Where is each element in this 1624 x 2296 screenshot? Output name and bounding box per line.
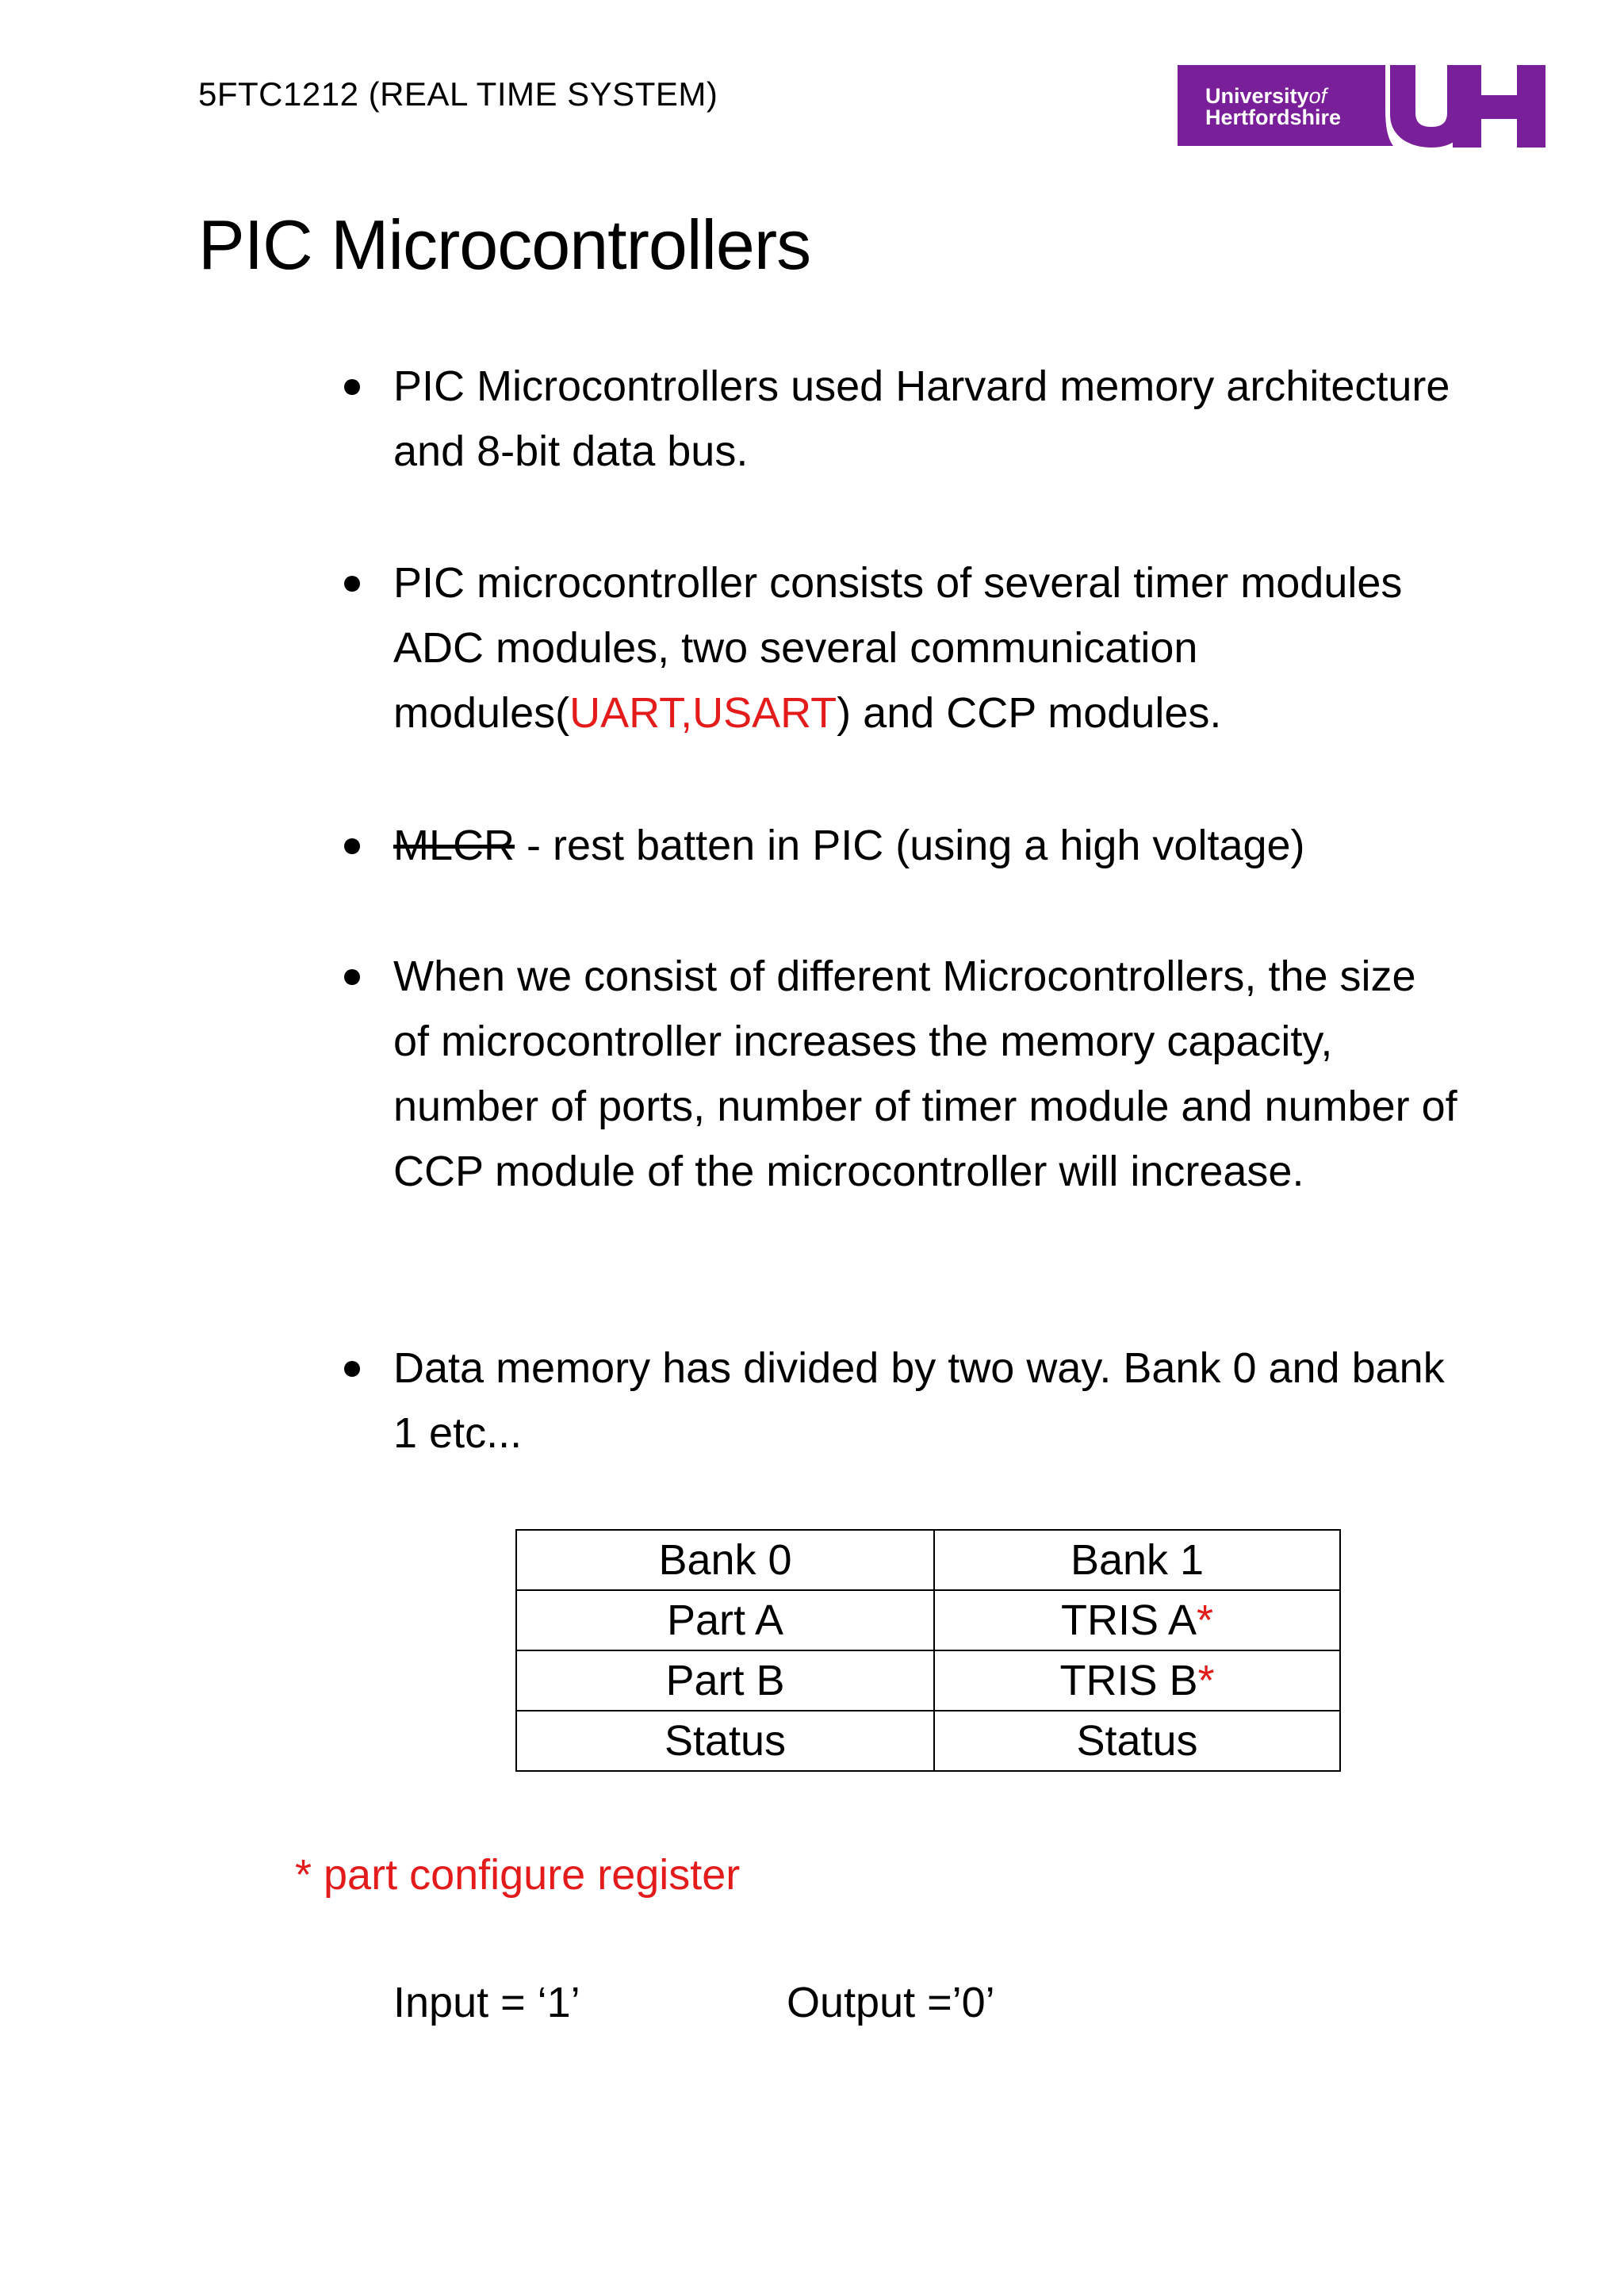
asterisk-mark: * [1197,1596,1214,1644]
bullet-data-memory [333,1336,1459,1466]
bullet-text: PIC microcontroller consists of several timer modules ADC modules, two several communication modules(UART,USART) and CCP modules. [393,559,1403,737]
output-value: Output =’0’ [787,1979,995,2026]
logo-text-hertfordshire: Hertfordshire [1205,105,1342,129]
table-row [516,1590,1340,1650]
table-cell: Status [516,1711,934,1771]
uh-monogram-icon [1178,63,1550,151]
struck-term: MLCR [393,822,515,869]
bullet-text: Data memory has divided by two way. Bank 0 and bank 1 etc... [393,1344,1445,1457]
bullet-icon [344,576,360,592]
highlight-uart-usart: UART,USART [569,689,837,737]
bullet-icon [344,838,360,854]
table-cell: TRIS A* [934,1590,1340,1650]
table-cell: Bank 1 [934,1530,1340,1590]
bullet-icon [344,379,360,395]
asterisk-mark: * [1197,1657,1215,1704]
bullet-text: MLCR - rest batten in PIC (using a high voltage) [393,822,1305,869]
logo-text-university: University [1205,84,1309,108]
bullet-modules [333,550,1459,746]
table-row [516,1530,1340,1590]
footnote: * part configure register [295,1851,741,1899]
bullet-harvard [333,354,1459,484]
logo-text-of: of [1308,84,1327,108]
bullet-icon [344,1361,360,1377]
bullet-mclr [333,813,1459,878]
table-cell: Part A [516,1590,934,1650]
page-title: PIC Microcontrollers [198,205,811,284]
input-value: Input = ‘1’ [393,1979,580,2026]
table-cell: Part B [516,1650,934,1711]
course-header: 5FTC1212 (REAL TIME SYSTEM) [198,75,718,113]
table-cell: Status [934,1711,1340,1771]
bullet-sizes [333,944,1459,1204]
university-logo [1178,63,1550,151]
table-cell: TRIS B* [934,1650,1340,1711]
table-row [516,1650,1340,1711]
bullet-text: When we consist of different Microcontrollers, the size of microcontroller increases the memory capacity, number of ports, number of timer module and number of CCP module of the microcontroller will increase. [393,953,1457,1195]
table-cell: Bank 0 [516,1530,934,1590]
bullet-icon [344,969,360,985]
bank-table [515,1529,1341,1772]
table-row [516,1711,1340,1771]
bullet-text: PIC Microcontrollers used Harvard memory architecture and 8-bit data bus. [393,362,1450,475]
